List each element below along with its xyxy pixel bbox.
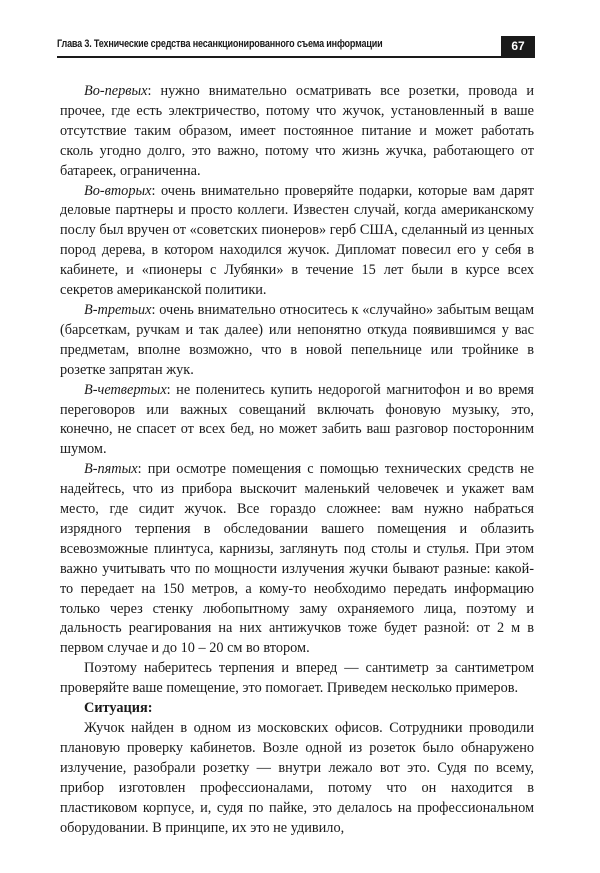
paragraph-fifth [60, 460, 534, 659]
paragraph-body: : нужно внимательно осматривать все розетки, провода и прочее, где есть электричество, потому что жучок, установленный в ваше отсутствие таким образом, имеет постоянное питание и может работать сколь угодно долго, это важно, потому что жизнь жучка, работающего от батареек, ограниченна. [60, 83, 534, 179]
paragraph-conclusion [60, 659, 534, 699]
paragraph-body: Поэтому наберитесь терпения и вперед — сантиметр за сантиметром проверяйте ваше помещение, это помогает. Приведем несколько примеров. [60, 660, 534, 697]
paragraph-lead: Во-вторых [84, 182, 152, 199]
section-heading: Ситуация: [84, 700, 153, 717]
chapter-title: Глава 3. Технические средства несанкционированного съема информации [57, 38, 383, 50]
paragraph-lead: Во-первых [84, 83, 148, 99]
paragraph-body: : не поленитесь купить недорогой магнитофон и во время переговоров или важных совещаний включать фоновую музыку, это, конечно, не спасет от всех бед, но может забить ваш разговор посторонним шумом. [60, 381, 534, 458]
section-paragraph: Жучок найден в одном из московских офисов. Сотрудники проводили плановую проверку кабинетов. Возле одной из розеток было обнаружено излучение, разобрали розетку — внутри лежало вот это. Судя по всему, прибор изготовлен профессионалами, потому что он находится в пластиковом корпусе, и, судя по пайке, это делалось на профессиональном оборудовании. В принципе, их это не удивило, [60, 720, 534, 836]
paragraph-third [60, 301, 534, 381]
paragraph-fourth [60, 381, 534, 461]
paragraph-body: : очень внимательно проверяйте подарки, которые вам дарят деловые партнеры и просто коллеги. Известен случай, когда американскому послу был вручен от «советских пионеров» герб США, сделанный из ценных пород дерева, в котором находился жучок. Дипломат повесил его у себя в кабинете, и «пионеры с Лубянки» в течение 15 лет были в курсе всех секретов американской политики. [60, 182, 534, 299]
paragraph-lead: В-четвертых [84, 381, 167, 398]
page-number: 67 [501, 36, 535, 56]
paragraph-lead: В-третьих [84, 301, 152, 318]
main-text [60, 82, 534, 838]
paragraph-first [60, 82, 534, 182]
paragraph-lead: В-пятых [84, 461, 138, 478]
paragraph-second [60, 182, 534, 301]
running-header [57, 36, 535, 58]
paragraph-body: : очень внимательно относитесь к «случайно» забытым вещам (барсеткам, ручкам и так далее) или непонятно откуда появившимся у вас предметам, вполне возможно, что в новой пепельнице или тройнике в розетке запрятан жук. [60, 301, 534, 378]
paragraph-body: : при осмотре помещения с помощью технических средств не надейтесь, что из прибора выскочит маленький человечек и укажет вам место, где сидит жучок. Все гораздо сложнее: вам нужно набраться изрядного терпения в обследовании вашего помещения и облазить всевозможные плинтуса, карнизы, заглянуть под столы и стулья. При этом важно учитывать что по мощности излучения жучки бывают разные: какой-то передает на 150 метров, а кому-то необходимо передать информацию только через стенку любопытному заму охраняемого лица, поэтому и дальность реагирования на них антижучков тоже будет разной: от 2 м в первом случае и до 10 – 20 см во втором. [60, 461, 534, 657]
